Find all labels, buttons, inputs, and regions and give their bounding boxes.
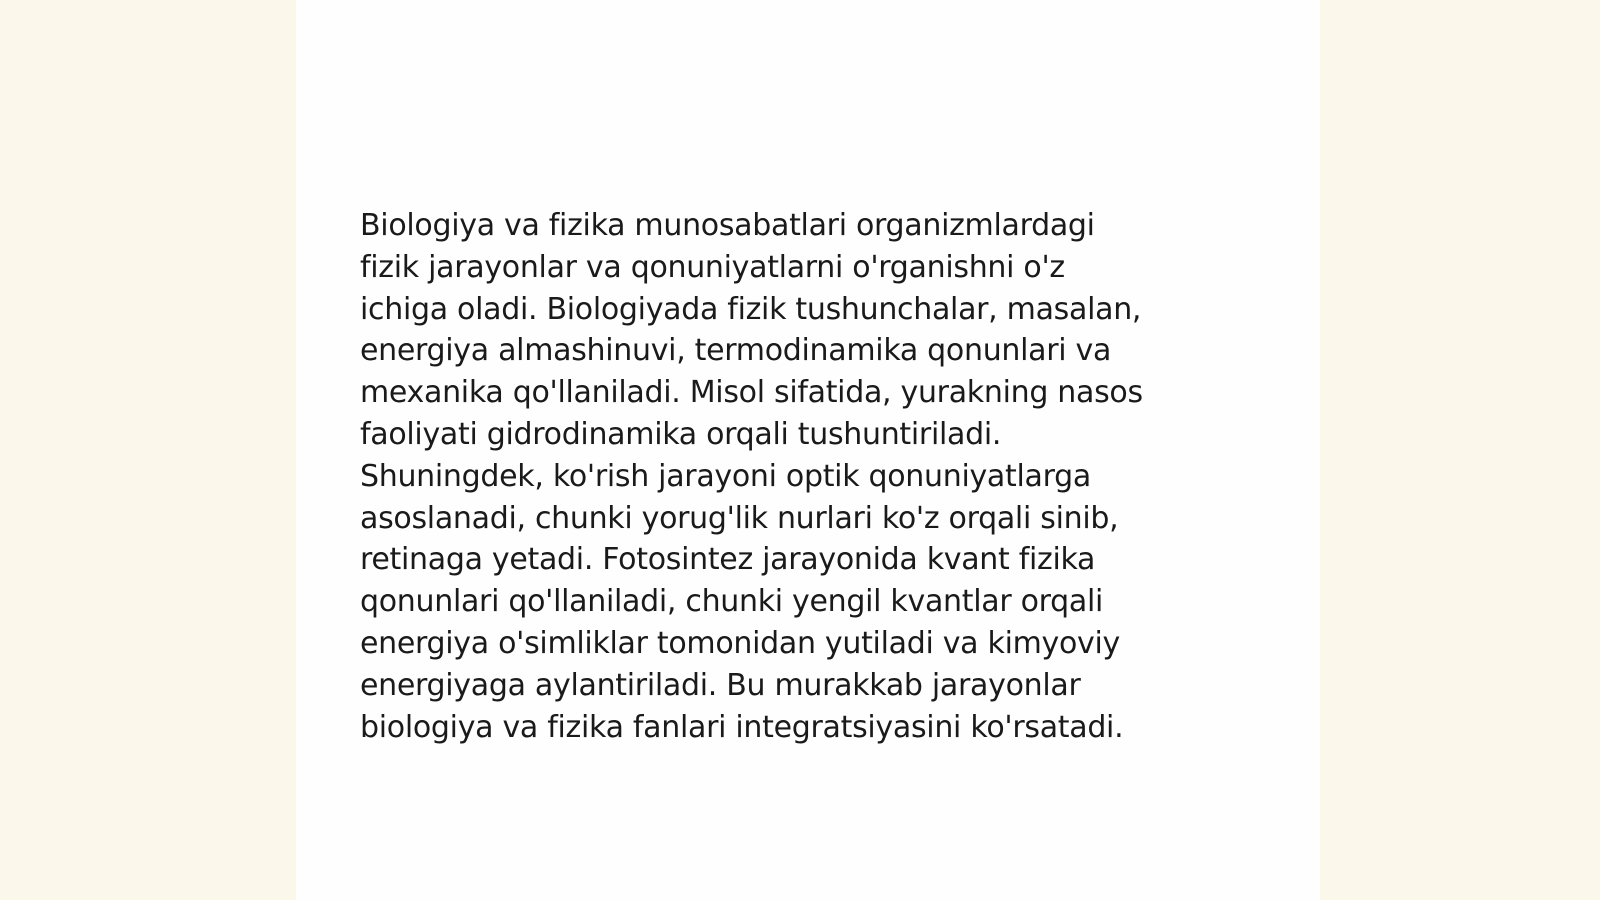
paragraph-line: Biologiya va fizika munosabatlari organizmlardagi (360, 208, 1095, 243)
paragraph-line: fizik jarayonlar va qonuniyatlarni o'rganishni o'z (360, 249, 1065, 285)
document-page (296, 0, 1320, 900)
paragraph-line: energiya almashinuvi, termodinamika qonunlari va (360, 333, 1112, 369)
paragraph-line: energiyaga aylantiriladi. Bu murakkab jarayonlar (360, 667, 1081, 703)
paragraph-line: qonunlari qo'llaniladi, chunki yengil kvantlar orqali (360, 584, 1104, 620)
paragraph-line: faoliyati gidrodinamika orqali tushuntiriladi. (360, 416, 1002, 452)
paragraph-line: energiya o'simliklar tomonidan yutiladi va kimyoviy (360, 625, 1120, 661)
paragraph-line: ichiga oladi. Biologiyada fizik tushunchalar, masalan, (360, 291, 1142, 327)
paragraph-line: Shuningdek, ko'rish jarayoni optik qonuniyatlarga (360, 458, 1091, 494)
paragraph-line: asoslanadi, chunki yorug'lik nurlari ko'z orqali sinib, (360, 500, 1119, 536)
paragraph-line: retinaga yetadi. Fotosintez jarayonida kvant fizika (360, 542, 1096, 578)
paragraph (360, 205, 1240, 748)
paragraph-line: biologiya va fizika fanlari integratsiyasini ko'rsatadi. (360, 709, 1124, 745)
paragraph-line: mexanika qo'llaniladi. Misol sifatida, yurakning nasos (360, 375, 1143, 411)
